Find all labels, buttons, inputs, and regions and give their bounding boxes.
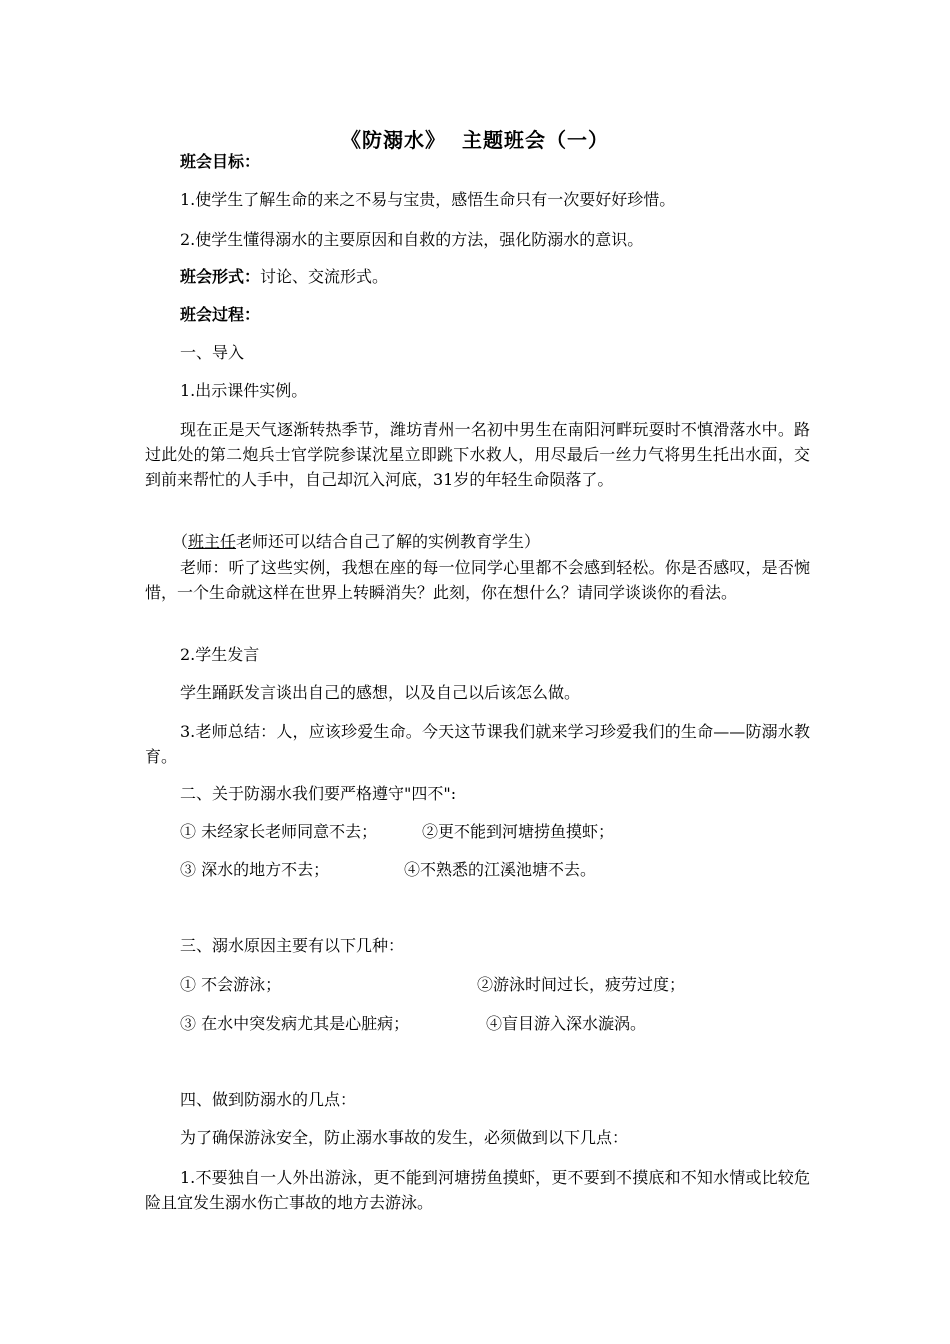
student-paragraph: 学生踊跃发言谈出自己的感想，以及自己以后该怎么做。 <box>180 683 581 702</box>
goals-label: 班会目标： <box>180 152 261 171</box>
rule-1: ① 未经家长老师同意不去； <box>180 822 378 841</box>
section2-heading: 二、关于防溺水我们要严格遵守"四不": <box>180 784 457 803</box>
teacher-note <box>172 530 540 554</box>
note-open: （ <box>172 532 189 551</box>
goal-item-2: 2.使学生懂得溺水的主要原因和自救的方法，强化防溺水的意识。 <box>180 230 644 249</box>
form-line <box>180 265 388 289</box>
goal-item-1: 1.使学生了解生命的来之不易与宝贵，感悟生命只有一次要好好珍惜。 <box>180 190 676 209</box>
case-paragraph: 现在正是天气逐渐转热季节，潍坊青州一名初中男生在南阳河畔玩耍时不慎滑落水中。路过此处的第二炮兵士官学院参谋沈星立即跳下水救人，用尽最后一丝力气将男生托出水面，交到前来帮忙的人手中，自己却沉入河底，31岁的年轻生命陨落了。 <box>145 420 810 489</box>
section1-step2: 2.学生发言 <box>180 645 260 664</box>
rule-2: ②更不能到河塘捞鱼摸虾； <box>422 822 615 841</box>
teacher-paragraph: 老师：听了这些实例，我想在座的每一位同学心里都不会感到轻松。你是否感叹，是否惋惜，一个生命就这样在世界上转瞬消失？此刻，你在想什么？请同学谈谈你的看法。 <box>145 558 810 602</box>
section1-step3: 3.老师总结：人，应该珍爱生命。今天这节课我们就来学习珍爱我们的生命——防溺水教育。 <box>145 722 810 766</box>
cause-2: ②游泳时间过长，疲劳过度； <box>477 975 686 994</box>
page-title: 《防溺水》 主题班会（一） <box>341 128 609 152</box>
rule-4: ④不熟悉的江溪池塘不去。 <box>404 860 597 879</box>
cause-4: ④盲目游入深水漩涡。 <box>486 1014 647 1033</box>
rule-3: ③ 深水的地方不去； <box>180 860 330 879</box>
section1-heading: 一、导入 <box>180 343 245 362</box>
form-label: 班会形式： <box>180 267 261 286</box>
section4-heading: 四、做到防溺水的几点： <box>180 1090 357 1109</box>
note-link[interactable]: 班主任 <box>188 532 237 551</box>
form-value: 讨论、交流形式。 <box>260 267 389 286</box>
note-rest: 老师还可以结合自己了解的实例教育学生） <box>236 532 541 551</box>
section4-intro: 为了确保游泳安全，防止溺水事故的发生，必须做到以下几点： <box>180 1128 629 1147</box>
section1-step1: 1.出示课件实例。 <box>180 381 308 400</box>
section3-heading: 三、溺水原因主要有以下几种： <box>180 936 405 955</box>
section4-point1: 1.不要独自一人外出游泳，更不能到河塘捞鱼摸虾，更不要到不摸底和不知水情或比较危险且宜发生溺水伤亡事故的地方去游泳。 <box>145 1168 810 1212</box>
process-label: 班会过程： <box>180 305 261 324</box>
cause-1: ① 不会游泳； <box>180 975 282 994</box>
cause-3: ③ 在水中突发病尤其是心脏病； <box>180 1014 410 1033</box>
